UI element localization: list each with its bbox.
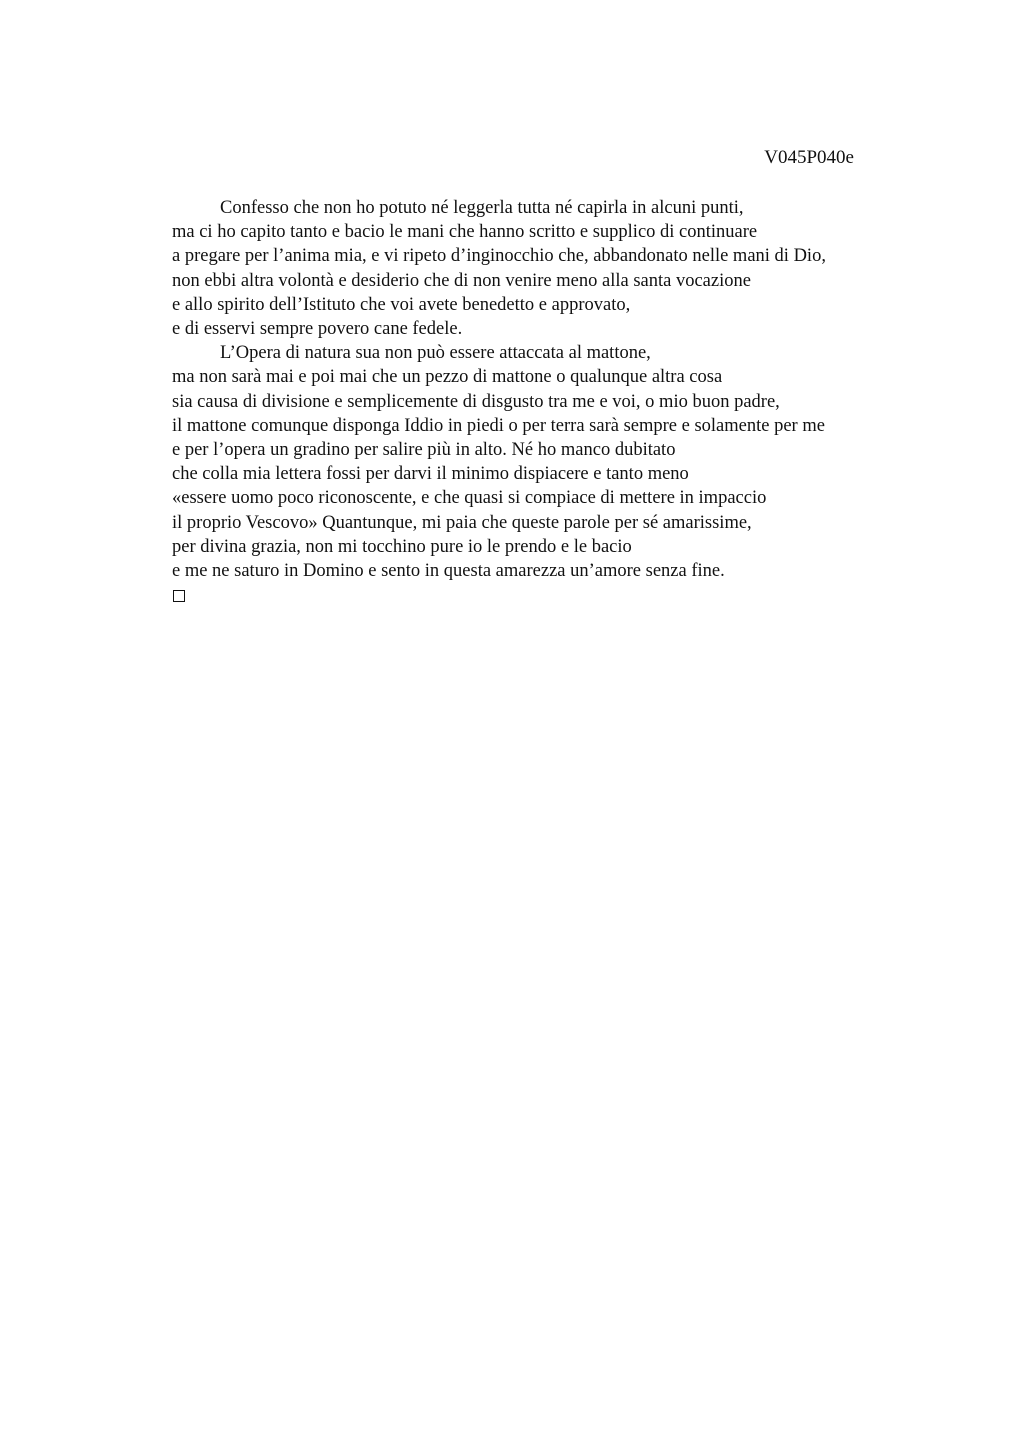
text-line: e di esservi sempre povero cane fedele. — [172, 319, 463, 340]
empty-square-icon — [173, 590, 185, 602]
letter-body — [172, 196, 912, 583]
text-line: il proprio Vescovo» Quantunque, mi paia che queste parole per sé amarissime, — [172, 512, 752, 533]
text-line: Confesso che non ho potuto né leggerla tutta né capirla in alcuni punti, — [220, 198, 744, 218]
text-line: sia causa di divisione e semplicemente di disgusto tra me e voi, o mio buon padre, — [172, 391, 780, 412]
text-line: «essere uomo poco riconoscente, e che quasi si compiace di mettere in impaccio — [172, 488, 767, 509]
text-line: e me ne saturo in Domino e sento in questa amarezza un’amore senza fine. — [172, 561, 725, 582]
text-line: il mattone comunque disponga Iddio in piedi o per terra sarà sempre e solamente per me — [172, 415, 825, 436]
page-identifier: V045P040e — [764, 147, 854, 168]
text-line: non ebbi altra volontà e desiderio che di non venire meno alla santa vocazione — [172, 270, 751, 291]
text-line: ma ci ho capito tanto e bacio le mani che hanno scritto e supplico di continuare — [172, 222, 758, 243]
text-line: L’Opera di natura sua non può essere attaccata al mattone, — [220, 343, 651, 364]
text-line: a pregare per l’anima mia, e vi ripeto d’inginocchio che, abbandonato nelle mani di Dio, — [172, 246, 826, 267]
text-line: e per l’opera un gradino per salire più in alto. Né ho manco dubitato — [172, 440, 676, 461]
text-line: e allo spirito dell’Istituto che voi avete benedetto e approvato, — [172, 294, 631, 315]
text-line: che colla mia lettera fossi per darvi il minimo dispiacere e tanto meno — [172, 464, 689, 485]
text-line: per divina grazia, non mi tocchino pure io le prendo e le bacio — [172, 536, 632, 557]
text-line: ma non sarà mai e poi mai che un pezzo di mattone o qualunque altra cosa — [172, 367, 723, 388]
